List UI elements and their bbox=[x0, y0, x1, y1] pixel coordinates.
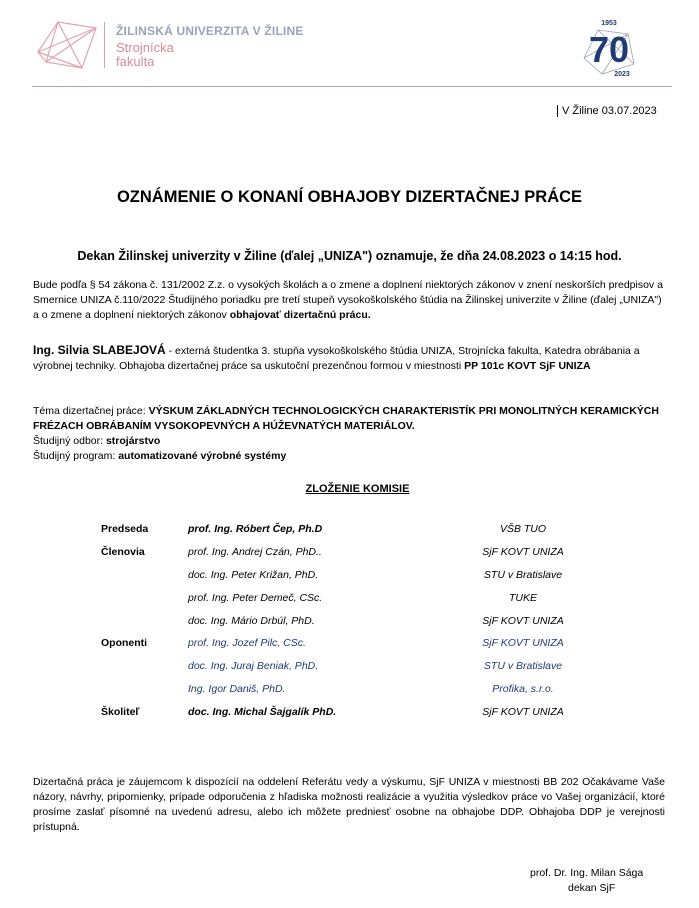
university-logo-icon bbox=[36, 18, 98, 72]
program-value: automatizované výrobné systémy bbox=[118, 450, 287, 462]
announcement-subtitle: Dekan Žilinskej univerzity v Žiline (ďalej „UNIZA") oznamuje, že dňa 24.08.2023 o 14:15 hod. bbox=[77, 249, 622, 263]
committee-row bbox=[0, 660, 699, 676]
thesis-info bbox=[33, 404, 665, 464]
anniversary-70-logo-icon bbox=[578, 18, 640, 80]
header-rule bbox=[32, 86, 672, 87]
anniversary-end-year: 2023 bbox=[614, 71, 630, 78]
committee-row bbox=[0, 637, 699, 653]
committee-member-institution: STU v Bratislave bbox=[483, 660, 563, 672]
committee-member-institution: SjF KOVT UNIZA bbox=[482, 546, 564, 558]
committee-member-institution: Profika, s.r.o. bbox=[492, 683, 554, 695]
anniversary-number: 70 bbox=[588, 29, 630, 70]
committee-member-name: prof. Ing. Róbert Čep, Ph.D bbox=[188, 523, 323, 535]
faculty-name bbox=[116, 41, 174, 69]
candidate-name: Ing. Silvia SLABEJOVÁ bbox=[33, 343, 166, 357]
committee-member-institution: VŠB TUO bbox=[499, 523, 547, 535]
committee-member-name: doc. Ing. Michal Šajgalík PhD. bbox=[188, 706, 337, 718]
anniversary-start-year: 1953 bbox=[601, 20, 617, 27]
intro-paragraph bbox=[33, 278, 665, 323]
study-field bbox=[33, 434, 665, 449]
committee-row bbox=[0, 615, 699, 631]
header-divider bbox=[104, 22, 105, 68]
document-date: V Žiline 03.07.2023 bbox=[557, 105, 657, 117]
document-title: OZNÁMENIE O KONANÍ OBHAJOBY DIZERTAČNEJ PRÁCE bbox=[116, 188, 583, 206]
committee-member-name: prof. Ing. Peter Demeč, CSc. bbox=[188, 592, 323, 604]
program-label: Študijný program: bbox=[33, 450, 119, 462]
committee-row bbox=[0, 706, 699, 722]
committee-member-name: prof. Ing. Jozef Pilc, CSc. bbox=[188, 637, 306, 649]
committee-row bbox=[0, 523, 699, 539]
faculty-name-line2: fakulta bbox=[116, 54, 155, 69]
thesis-topic bbox=[33, 404, 665, 434]
field-label: Študijný odbor: bbox=[33, 435, 106, 447]
closing-paragraph: Dizertačná práca je záujemcom k dispozícií na oddelení Referátu vedy a výskumu, SjF UNIZA v miestnosti BB 202 Očakávame Vaše názory, návrhy, pripomienky, prípade odporučenia z hľadiska možnosti realizácie a využitia výsledkov práce vo Vašej organizácií, ktoré prosíme zaslať písomné na uvedenú adresu, alebo ich môžete predniesť osobne na obhajobe DDP. Obhajoba DDP je verejnosti prístupná. bbox=[33, 776, 665, 833]
committee-row bbox=[0, 569, 699, 585]
topic-label: Téma dizertačnej práce: bbox=[33, 405, 149, 417]
committee-member-institution: SjF KOVT UNIZA bbox=[482, 637, 564, 649]
defense-room: PP 101c KOVT SjF UNIZA bbox=[464, 360, 591, 372]
committee-member-name: doc. Ing. Peter Križan, PhD. bbox=[188, 569, 319, 581]
committee-member-institution: SjF KOVT UNIZA bbox=[482, 615, 564, 627]
committee-member-name: doc. Ing. Mário Drbúl, PhD. bbox=[188, 615, 315, 627]
committee-member-institution: STU v Bratislave bbox=[483, 569, 563, 581]
candidate-paragraph bbox=[33, 343, 665, 374]
topic-value: VÝSKUM ZÁKLADNÝCH TECHNOLOGICKÝCH CHARAKTERISTÍK PRI MONOLITNÝCH KERAMICKÝCH FRÉZACH OBRÁBANÍM VYSOKOPEVNÝCH A HÚŽEVNATÝCH MATERIÁLOV. bbox=[33, 405, 659, 432]
intro-bold: obhajovať dizertačnú prácu. bbox=[229, 309, 371, 321]
committee-member-name: doc. Ing. Juraj Beniak, PhD. bbox=[188, 660, 319, 672]
university-name: ŽILINSKÁ UNIVERZITA V ŽILINE bbox=[116, 24, 304, 38]
committee-role: Predseda bbox=[101, 523, 149, 535]
committee-member-institution: TUKE bbox=[508, 592, 537, 604]
committee-role: Oponenti bbox=[101, 637, 148, 649]
committee-row bbox=[0, 546, 699, 562]
committee-member-institution: SjF KOVT UNIZA bbox=[482, 706, 564, 718]
committee-member-name: Ing. Igor Daniš, PhD. bbox=[188, 683, 286, 695]
committee-heading: ZLOŽENIE KOMISIE bbox=[305, 483, 410, 495]
committee-member-name: prof. Ing. Andrej Czán, PhD.. bbox=[188, 546, 322, 558]
signatory-name: prof. Dr. Ing. Milan Sága bbox=[530, 867, 644, 879]
study-program bbox=[33, 449, 665, 464]
intro-text: Bude podľa § 54 zákona č. 131/2002 Z.z. o vysokých školách a o zmene a doplnení niektorých zákonov v znení neskorších predpisov a Smernice UNIZA č.110/2022 Študijného poriadku pre tretí stupeň vysokoškolského štúdia na Žilinskej univerzite v Žiline (ďalej „UNIZA") a o zmene a doplnení niektorých zákonov bbox=[33, 279, 663, 321]
committee-row bbox=[0, 592, 699, 608]
candidate-text: - externá študentka 3. stupňa vysokoškolského štúdia UNIZA, Strojnícka fakulta, Katedra obrábania a výrobnej techniky. Obhajoba dizertačnej práce sa uskutoční prezenčnou formou v miestnosti bbox=[33, 345, 640, 372]
signatory-title: dekan SjF bbox=[568, 882, 616, 894]
committee-row bbox=[0, 683, 699, 699]
field-value: strojárstvo bbox=[105, 435, 161, 447]
faculty-name-line1: Strojnícka bbox=[116, 40, 174, 55]
committee-role: Školiteľ bbox=[101, 706, 140, 718]
committee-role: Členovia bbox=[101, 546, 145, 558]
